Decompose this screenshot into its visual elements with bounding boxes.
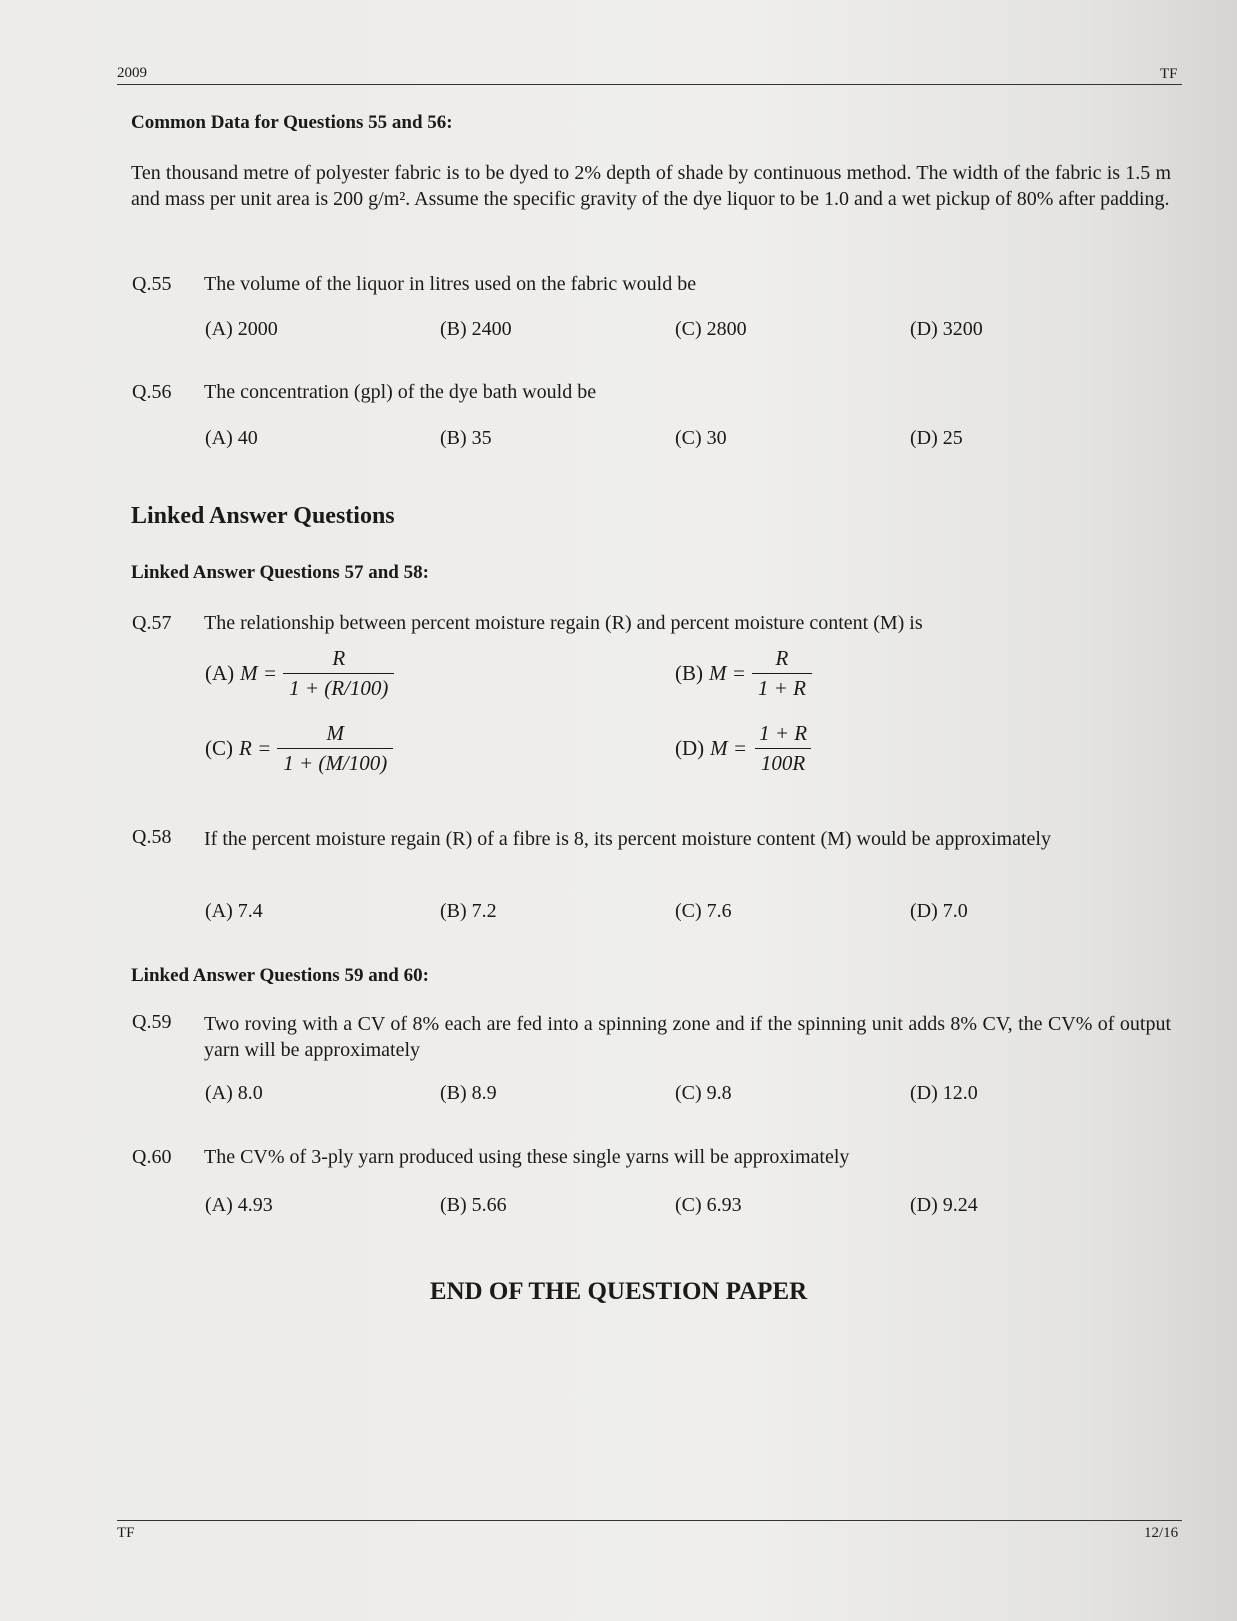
q59-number: Q.59 — [132, 1011, 172, 1033]
q58-option-b: (B) 7.2 — [440, 900, 497, 922]
footer-page-number: 12/16 — [1144, 1525, 1179, 1541]
q57-option-a-numerator: R — [332, 646, 346, 670]
header-year: 2009 — [117, 65, 147, 81]
q55-option-a: (A) 2000 — [205, 318, 278, 340]
q57-text: The relationship between percent moisture regain (R) and percent moisture content (M) is — [204, 612, 923, 634]
q58-option-c: (C) 7.6 — [675, 900, 732, 922]
q60-number: Q.60 — [132, 1146, 172, 1168]
q59-option-c: (C) 9.8 — [675, 1082, 732, 1104]
linked-57-58-title: Linked Answer Questions 57 and 58: — [131, 562, 429, 583]
q57-option-b — [675, 646, 812, 701]
q56-option-c: (C) 30 — [675, 427, 727, 449]
q60-option-d: (D) 9.24 — [910, 1194, 978, 1216]
q60-option-c: (C) 6.93 — [675, 1194, 742, 1216]
q57-option-b-lhs: M = — [709, 661, 746, 685]
q57-option-c — [205, 721, 393, 776]
q59-option-d: (D) 12.0 — [910, 1082, 978, 1104]
q57-option-a-lhs: M = — [240, 661, 278, 685]
q57-option-a-denominator: 1 + (R/100) — [283, 673, 394, 701]
q55-option-b: (B) 2400 — [440, 318, 512, 340]
footer-code: TF — [117, 1525, 135, 1541]
common-data-text: Ten thousand metre of polyester fabric is to be dyed to 2% depth of shade by continuous method. The width of the fabric is 1.5 m and mass per unit area is 200 g/m². Assume the specific gravity of the dye liquor to be 1.0 and a wet pickup of 80% after padding. — [131, 162, 1171, 210]
q59-option-a: (A) 8.0 — [205, 1082, 263, 1104]
q56-text: The concentration (gpl) of the dye bath would be — [204, 381, 597, 403]
q57-option-b-denominator: 1 + R — [752, 673, 812, 701]
q58-option-a: (A) 7.4 — [205, 900, 263, 922]
footer-rule — [117, 1520, 1182, 1521]
q59-text: Two roving with a CV of 8% each are fed into a spinning zone and if the spinning unit adds 8% CV, the CV% of output yarn will be approximately — [204, 1013, 1171, 1061]
q57-option-c-numerator: M — [326, 721, 344, 745]
q55-text: The volume of the liquor in litres used on the fabric would be — [204, 273, 697, 295]
q57-option-c-label: (C) — [205, 736, 233, 760]
q57-option-d-label: (D) — [675, 736, 705, 760]
q57-option-d-denominator: 100R — [755, 748, 811, 776]
q57-option-b-label: (B) — [675, 661, 703, 685]
header-rule — [117, 84, 1182, 85]
q58-text: If the percent moisture regain (R) of a fibre is 8, its percent moisture content (M) would be approximately — [204, 828, 1051, 850]
q57-option-d-lhs: M = — [710, 736, 748, 760]
q59-option-b: (B) 8.9 — [440, 1082, 497, 1104]
q56-option-d: (D) 25 — [910, 427, 963, 449]
q56-option-a: (A) 40 — [205, 427, 258, 449]
q60-text: The CV% of 3-ply yarn produced using these single yarns will be approximately — [204, 1146, 850, 1168]
q57-option-d-numerator: 1 + R — [759, 721, 808, 745]
q57-option-a-label: (A) — [205, 661, 235, 685]
q57-option-c-denominator: 1 + (M/100) — [277, 748, 393, 776]
q55-option-d: (D) 3200 — [910, 318, 983, 340]
header-code: TF — [1160, 66, 1178, 82]
linked-59-60-title: Linked Answer Questions 59 and 60: — [131, 965, 429, 986]
q60-option-b: (B) 5.66 — [440, 1194, 507, 1216]
q56-number: Q.56 — [132, 381, 172, 403]
q57-option-c-lhs: R = — [239, 736, 272, 760]
end-of-paper-heading: END OF THE QUESTION PAPER — [429, 1278, 808, 1305]
q60-option-a: (A) 4.93 — [205, 1194, 273, 1216]
q57-number: Q.57 — [132, 612, 172, 634]
q57-option-a — [205, 646, 394, 701]
q55-number: Q.55 — [132, 273, 172, 295]
q55-option-c: (C) 2800 — [675, 318, 747, 340]
q58-option-d: (D) 7.0 — [910, 900, 968, 922]
q58-number: Q.58 — [132, 826, 172, 848]
q57-option-d — [675, 721, 813, 776]
common-data-title: Common Data for Questions 55 and 56: — [131, 112, 453, 133]
q56-option-b: (B) 35 — [440, 427, 492, 449]
section-linked-title: Linked Answer Questions — [131, 503, 395, 529]
q57-option-b-numerator: R — [775, 646, 789, 670]
